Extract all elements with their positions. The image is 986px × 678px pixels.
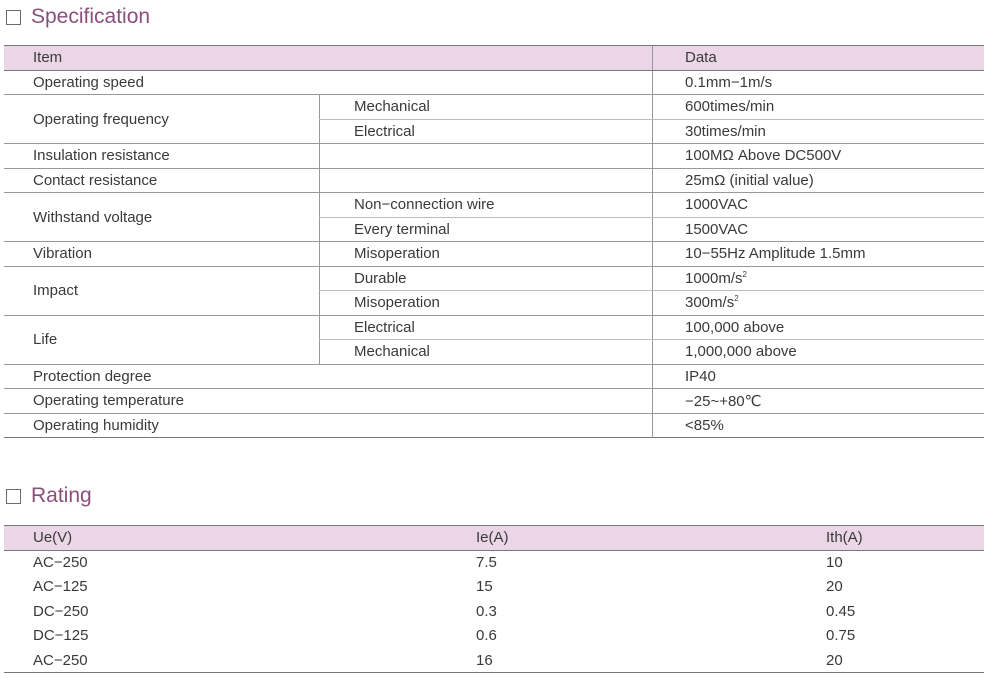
table-row: DC−125 0.6 0.75 — [33, 627, 856, 645]
table-row: Mechanical 1,000,000 above — [4, 340, 984, 365]
table-row: Operating speed 0.1mm−1m/s — [4, 70, 984, 95]
header-data: Data — [653, 46, 985, 71]
table-header-row — [4, 526, 984, 551]
table-row: Electrical 30times/min — [4, 119, 984, 144]
table-row: Life Electrical 100,000 above — [4, 315, 984, 340]
table-row: AC−250 16 20 — [33, 651, 843, 669]
table-row: Impact Durable $1000m/s^2$ — [4, 266, 984, 291]
checkbox-square-icon — [6, 489, 21, 504]
table-row: Insulation resistance 100MΩ Above DC500V — [4, 144, 984, 169]
table-row: Protection degree IP40 — [4, 364, 984, 389]
table-row: Misoperation $300m/s^2$ — [4, 291, 984, 316]
header-ith: Ith(A) — [796, 526, 984, 551]
specification-title: Specification — [31, 5, 151, 28]
table-row: Withstand voltage Non−connection wire 1000VAC — [4, 193, 984, 218]
rating-title: Rating — [31, 484, 92, 507]
table-row: DC−250 0.3 0.45 — [33, 602, 856, 620]
rating-table — [4, 525, 984, 673]
table-row: AC−250 7.5 10 — [33, 554, 843, 571]
table-row: Operating frequency Mechanical 600times/min — [4, 95, 984, 120]
specification-section-title — [6, 5, 150, 29]
header-item: Item — [4, 46, 653, 71]
rating-section-title — [6, 484, 92, 508]
checkbox-square-icon — [6, 10, 21, 25]
table-row: Contact resistance 25mΩ (initial value) — [4, 168, 984, 193]
table-row: AC−125 15 20 — [33, 578, 843, 596]
specification-table — [4, 45, 984, 438]
table-row: Vibration Misoperation 10−55Hz Amplitude 1.5mm — [4, 242, 984, 267]
table-row: Every terminal 1500VAC — [4, 217, 984, 242]
table-row: Operating humidity <85% — [4, 413, 984, 438]
table-header-row — [4, 46, 984, 71]
header-ue: Ue(V) — [4, 526, 446, 551]
table-row: Operating temperature −25~+80℃ — [4, 389, 984, 414]
header-ie: Ie(A) — [446, 526, 796, 551]
